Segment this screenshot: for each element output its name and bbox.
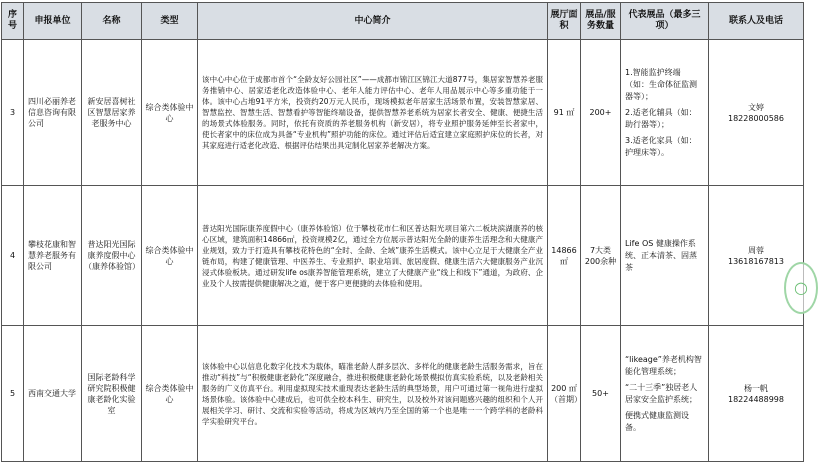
contact-name: 周蓉 (748, 245, 764, 255)
row-name: 国际老龄科学研究院积极健康老龄化实验室 (82, 326, 142, 462)
row-seq: 5 (2, 326, 24, 462)
product-item: “likeage”养老机构智能化管理系统； (625, 354, 702, 376)
product-item: “二十三季”独居老人居家安全监护系统； (625, 382, 698, 404)
row-name: 普达阳光国际康养度假中心（康养体验馆） (82, 186, 142, 326)
row-count: 200+ (581, 40, 621, 186)
row-unit: 西南交通大学 (24, 326, 82, 462)
row-intro: 该中心中心位于成都市首个“全龄友好公园社区”——成都市锦江区锦江大道877号，集居家智慧养老服务推销中心、居家适老化改造体验中心、老年人能力评估中心、老年人用品展示中心等多重功能于一体。该中心占地91平方米，投资约20万元人民币，现场模拟老年居家生活场景布置，安装智慧家居、智慧监控、智慧生活、智慧看护等智能终端设备，提供智慧养老系统为居家长者安全、健康、便捷生活的场景式体验服务。同时，依托有资质的养老服务机构（新安居），将专业照护服务延伸至长者家中，使长者家中的床位成为具备“专业机构”照护功能的床位。通过评估后适宜建立家庭照护床位的长者，对其家庭进行适老化改造、根据评估结果出具定制化居家养老解决方案。 (198, 40, 548, 186)
header-type: 类型 (142, 3, 198, 40)
table-row (2, 326, 804, 462)
header-intro: 中心简介 (198, 3, 548, 40)
header-row (2, 3, 804, 40)
row-count: 50+ (581, 326, 621, 462)
row-products (621, 326, 709, 462)
header-contact: 联系人及电话 (709, 3, 804, 40)
header-name: 名称 (82, 3, 142, 40)
row-seq: 3 (2, 40, 24, 186)
contact-phone: 18228000586 (728, 113, 784, 123)
seal-stamp: ○ (784, 262, 818, 314)
product-item: 2.适老化辅具（如：助行器等）； (625, 107, 697, 129)
row-count: 7大类200余种 (581, 186, 621, 326)
contact-name: 杨一帆 (744, 383, 768, 393)
product-item: 3.适老化家具（如：护理床等）。 (625, 135, 697, 157)
row-unit: 四川必丽养老信息咨询有限公司 (24, 40, 82, 186)
row-intro: 普达阳光国际康养度假中心（康养体验馆）位于攀枝花市仁和区普达阳光项目第六二板块滨湖康养的核心区域，建筑面积14866㎡，投资规模2亿，通过全方位展示普达阳光全龄的康养生活理念和大健康产业规划，致力于打造具有攀枝花特色的“全时、全龄、全域”康养生活模式。该中心立足于大健康全产业链布局，构建了健康管理、中医养生、专业照护、职业培训、旅居度假、健康生活六大健康服务产业沉浸式体验板块。通过研发life os康养智能管理系统，建立了大健康产业“线上和线下”通道，为政府、企业及个人按需提供健康解决之道，便于客户更便捷的去体验和使用。 (198, 186, 548, 326)
row-products (621, 40, 709, 186)
header-count: 展品/服务数量 (581, 3, 621, 40)
row-type: 综合类体验中心 (142, 326, 198, 462)
row-contact (709, 40, 804, 186)
table-row (2, 186, 804, 326)
row-contact (709, 326, 804, 462)
row-area: 14866 ㎡ (548, 186, 581, 326)
product-item: Life OS 健康操作系统、正本清茶、固蒸茶 (625, 238, 697, 272)
row-intro: 该体验中心以信息化数字化技术为载体，瞄准老龄人群多层次、多样化的健康老龄生活服务需求，旨在推动“科技”与“积极健康老龄化”深度融合，推进积极健康老龄化场景模拟仿真实验系统，以及老龄相关服务的广义仿真平台。利用虚拟现实技术重现表达老龄生活的典型场景，用户可通过第一视角进行虚拟场景体验。该体验中心建成后，也可供全校本科生、研究生，以及校外对该问题感兴趣的组织和个人开展相关学习、研讨、交流和实验等活动，将成为区域内乃至全国的第一个也是唯一一个跨学科的老龄科学实验研究平台。 (198, 326, 548, 462)
product-item: 1.智能监护终端（如：生命体征监测器等）； (625, 67, 697, 101)
row-type: 综合类体验中心 (142, 40, 198, 186)
header-products: 代表展品（最多三项） (621, 3, 709, 40)
table-row (2, 40, 804, 186)
product-item: 便携式健康监测设备。 (625, 410, 689, 432)
contact-phone: 13618167813 (728, 256, 784, 266)
row-area: 91 ㎡ (548, 40, 581, 186)
exhibition-table (1, 2, 804, 462)
row-products (621, 186, 709, 326)
row-seq: 4 (2, 186, 24, 326)
header-seq: 序号 (2, 3, 24, 40)
contact-phone: 18224488998 (728, 394, 784, 404)
row-type: 综合类体验中心 (142, 186, 198, 326)
row-name: 新安居喜树社区智慧居家养老服务中心 (82, 40, 142, 186)
row-area: 200 ㎡（首期） (548, 326, 581, 462)
header-area: 展厅面积 (548, 3, 581, 40)
row-unit: 攀枝花康和智慧养老服务有限公司 (24, 186, 82, 326)
header-unit: 申报单位 (24, 3, 82, 40)
contact-name: 文婷 (748, 102, 764, 112)
